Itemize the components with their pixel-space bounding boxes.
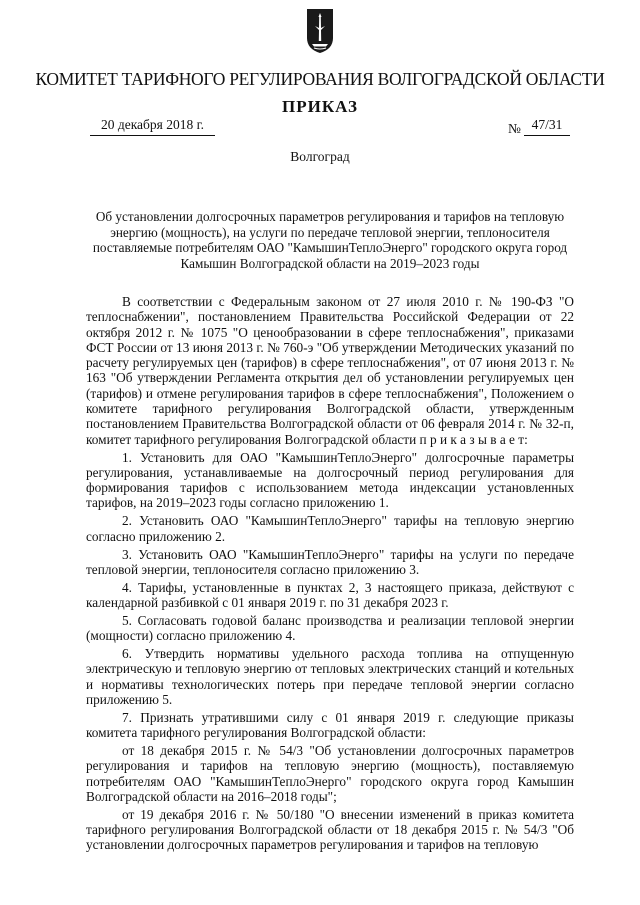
preamble-paragraph: В соответствии с Федеральным законом от 27 июля 2010 г. № 190-ФЗ "О теплоснабжении", постановлением Правительства Российской Федерации от 22 октября 2012 г. № 1075 "О ценообразовании в сфере теплоснабжения", приказами ФСТ России от 13 июня 2013 г. № 760-э "Об утверждении Методических указаний по расчету регулируемых цен (тарифов) в сфере теплоснабжения", от 07 июня 2013 г. № 163 "Об утверждении Регламента открытия дел об установлении регулируемых цен (тарифов) и отмене регулирования тарифов в сфере теплоснабжения", Положением о комитете тарифного регулирования Волгоградской области, утвержденным постановлением Правительства Волгоградской области от 06 февраля 2014 г. № 32-п, комитет тарифного регулирования Волгоградской области п р и к а з ы в а е т: (86, 294, 574, 447)
city: Волгоград (290, 149, 350, 164)
order-number: 47/31 (524, 117, 570, 136)
order-title: ПРИКАЗ (282, 97, 358, 116)
clause-paragraph: 7. Признать утратившими силу с 01 января 2019 г. следующие приказы комитета тарифного регулирования Волгоградской области: (86, 709, 574, 741)
repealed-order-paragraph: от 19 декабря 2016 г. № 50/180 "О внесении изменений в приказ комитета тарифного регулирования Волгоградской области от 18 декабря 2015 г. № 54/3 "Об установлении долгосрочных параметров регулирования и тарифов на тепловую (86, 806, 574, 853)
clause-paragraph: 5. Согласовать годовой баланс производства и реализации тепловой энергии (мощности) согласно приложению 4. (86, 612, 574, 644)
clause-paragraph: 2. Установить ОАО "КамышинТеплоЭнерго" тарифы на тепловую энергию согласно приложению 2. (86, 513, 574, 544)
order-date: 20 декабря 2018 г. (90, 117, 215, 136)
clause-paragraph: 6. Утвердить нормативы удельного расхода топлива на отпущенную электрическую и тепловую энергию от тепловых электрических станций и котельных и нормативы технологических потерь при передаче тепловой энергии согласно приложению 5. (86, 646, 574, 707)
number-sign: № (508, 121, 521, 136)
volgograd-coat-of-arms-icon (306, 8, 334, 54)
clause-paragraph: 1. Установить для ОАО "КамышинТеплоЭнерго" долгосрочные параметры регулирования, устанавливаемые на долгосрочный период регулирования для формирования тарифов с использованием метода индексации установленных тарифов, на 2019–2023 годы согласно приложению 1. (86, 449, 574, 511)
committee-name: КОМИТЕТ ТАРИФНОГО РЕГУЛИРОВАНИЯ ВОЛГОГРАДСКОЙ ОБЛАСТИ (35, 69, 605, 89)
clause-paragraph: 3. Установить ОАО "КамышинТеплоЭнерго" тарифы на услуги по передаче тепловой энергии, теплоносителя согласно приложению 3. (86, 546, 574, 577)
order-body (86, 294, 574, 853)
repealed-order-paragraph: от 18 декабря 2015 г. № 54/3 "Об установлении долгосрочных параметров регулирования и тарифов на тепловую энергию (мощность), поставляемую потребителям ОАО "КамышинТеплоЭнерго" городского округа город Камышин Волгоградской области на 2016–2018 годы"; (86, 743, 574, 804)
order-subject: Об установлении долгосрочных параметров регулирования и тарифов на тепловую энергию (мощность), на услуги по передаче тепловой энергии, теплоносителя поставляемые потребителям ОАО "КамышинТеплоЭнерго" городского округа город Камышин Волгоградской области на 2019–2023 годы (92, 209, 568, 271)
clause-paragraph: 4. Тарифы, установленные в пунктах 2, 3 настоящего приказа, действуют с календарной разбивкой с 01 января 2019 г. по 31 декабря 2023 г. (86, 579, 574, 611)
